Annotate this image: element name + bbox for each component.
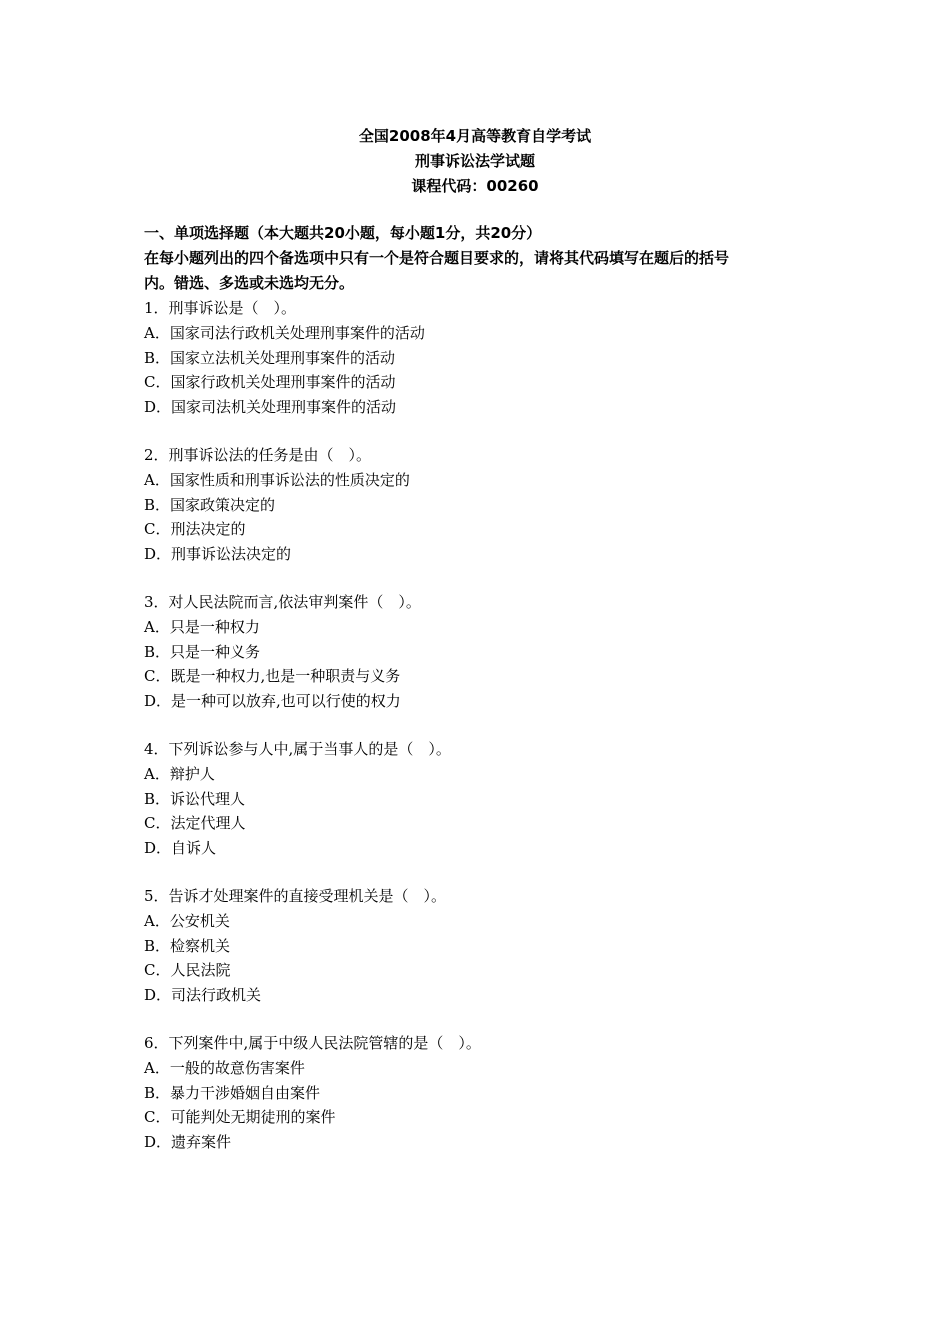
question-stem: 4．下列诉讼参与人中,属于当事人的是（ ）。 bbox=[144, 739, 451, 758]
question-4 bbox=[144, 737, 824, 861]
section-instruction-line2: 内。错选、多选或未选均无分。 bbox=[144, 274, 355, 292]
question-3 bbox=[144, 590, 824, 714]
section-title: 一、单项选择题（本大题共20小题，每小题1分，共20分） bbox=[144, 224, 542, 242]
subject-title: 刑事诉讼法学试题 bbox=[414, 152, 535, 170]
option-b: B．检察机关 bbox=[144, 936, 231, 955]
option-a: A．只是一种权力 bbox=[144, 617, 260, 636]
option-d: D．国家司法机关处理刑事案件的活动 bbox=[144, 398, 397, 417]
question-stem: 5．告诉才处理案件的直接受理机关是（ ）。 bbox=[144, 886, 447, 905]
option-a: A．国家性质和刑事诉讼法的性质决定的 bbox=[144, 470, 410, 489]
option-b: B．暴力干涉婚姻自由案件 bbox=[144, 1083, 321, 1102]
option-c: C．法定代理人 bbox=[144, 814, 246, 833]
section-heading bbox=[144, 221, 824, 296]
question-2 bbox=[144, 443, 824, 567]
question-stem: 1．刑事诉讼是（ ）。 bbox=[144, 299, 297, 317]
option-a: A．一般的故意伤害案件 bbox=[144, 1058, 305, 1077]
option-d: D．遗弃案件 bbox=[144, 1133, 232, 1152]
exam-header bbox=[0, 124, 950, 199]
option-c: C．可能判处无期徒刑的案件 bbox=[144, 1108, 336, 1127]
option-c: C．国家行政机关处理刑事案件的活动 bbox=[144, 373, 396, 392]
option-a: A．辩护人 bbox=[144, 764, 215, 783]
option-c: C．既是一种权力,也是一种职责与义务 bbox=[144, 667, 401, 686]
option-b: B．国家政策决定的 bbox=[144, 495, 276, 514]
section-instruction-line1: 在每小题列出的四个备选项中只有一个是符合题目要求的，请将其代码填写在题后的括号 bbox=[144, 249, 730, 267]
option-d: D．刑事诉讼法决定的 bbox=[144, 545, 292, 564]
option-c: C．人民法院 bbox=[144, 961, 231, 980]
question-stem: 6．下列案件中,属于中级人民法院管辖的是（ ）。 bbox=[144, 1033, 481, 1052]
question-6 bbox=[144, 1031, 824, 1155]
question-1 bbox=[144, 296, 824, 420]
option-b: B．只是一种义务 bbox=[144, 642, 261, 661]
option-b: B．诉讼代理人 bbox=[144, 789, 246, 808]
option-c: C．刑法决定的 bbox=[144, 520, 246, 539]
option-d: D．自诉人 bbox=[144, 839, 217, 858]
course-code: 课程代码：00260 bbox=[411, 177, 539, 195]
question-stem: 2．刑事诉讼法的任务是由（ ）。 bbox=[144, 445, 372, 464]
question-5 bbox=[144, 884, 824, 1008]
option-b: B．国家立法机关处理刑事案件的活动 bbox=[144, 348, 396, 367]
option-d: D．司法行政机关 bbox=[144, 986, 262, 1005]
question-list bbox=[144, 296, 824, 1178]
option-a: A．公安机关 bbox=[144, 911, 230, 930]
option-d: D．是一种可以放弃,也可以行使的权力 bbox=[144, 692, 401, 711]
exam-title: 全国2008年4月高等教育自学考试 bbox=[358, 127, 592, 145]
question-stem: 3．对人民法院而言,依法审判案件（ ）。 bbox=[144, 592, 421, 611]
option-a: A．国家司法行政机关处理刑事案件的活动 bbox=[144, 323, 425, 342]
